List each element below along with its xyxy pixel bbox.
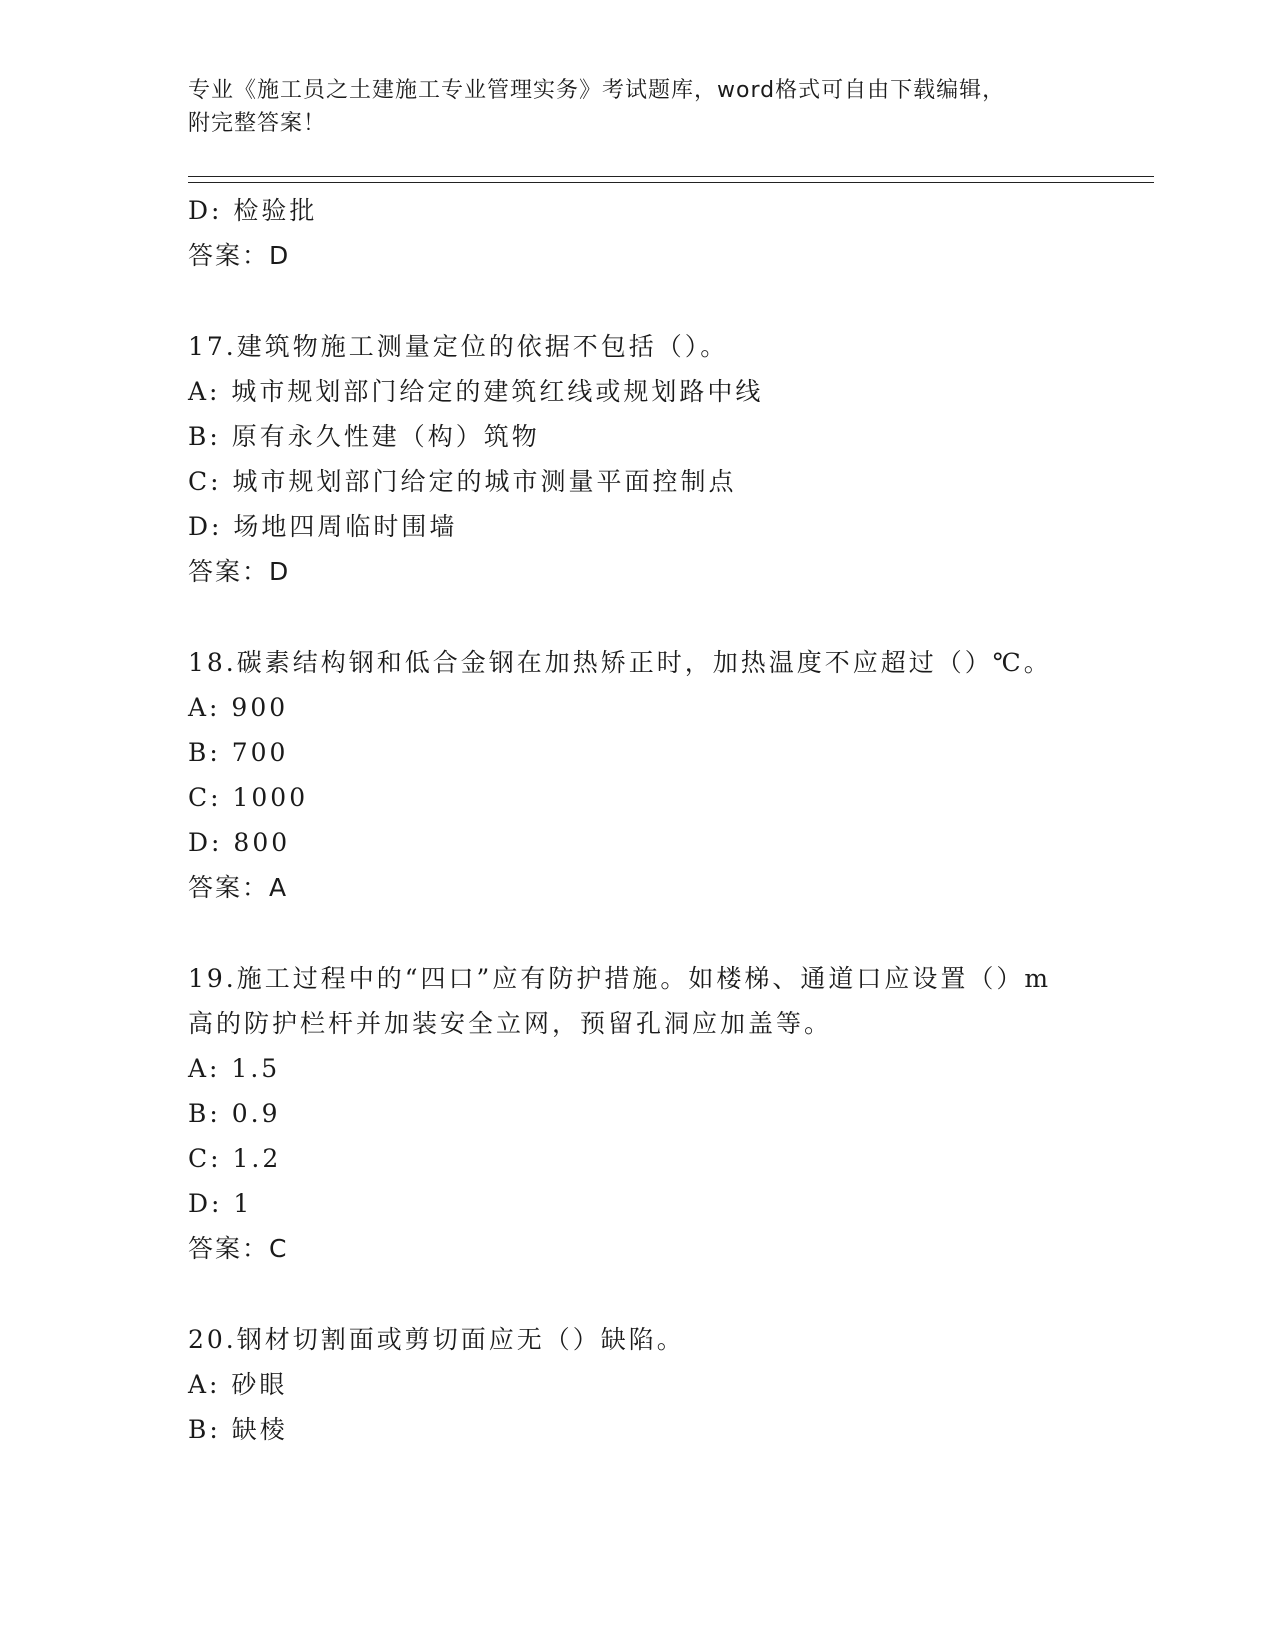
option-b: B: 缺棱 xyxy=(188,1415,288,1444)
option-c: C: 城市规划部门给定的城市测量平面控制点 xyxy=(188,467,737,496)
spacer xyxy=(188,279,1148,324)
question-list xyxy=(188,188,1148,1452)
question-text: 18.碳素结构钢和低合金钢在加热矫正时，加热温度不应超过（）℃。 xyxy=(188,648,1052,677)
option-c: C: 1.2 xyxy=(188,1144,282,1173)
question-17 xyxy=(188,324,1148,595)
document-header xyxy=(188,74,1088,140)
question-16-tail xyxy=(188,188,1148,279)
answer-line: 答案：C xyxy=(188,1234,289,1263)
option-a: A: 城市规划部门给定的建筑红线或规划路中线 xyxy=(188,377,764,406)
option-d: D: 场地四周临时围墙 xyxy=(188,512,458,541)
question-text: 19.施工过程中的“四口”应有防护措施。如楼梯、通道口应设置（）m高的防护栏杆并加装安全立网，预留孔洞应加盖等。 xyxy=(188,964,1052,1038)
question-text: 20.钢材切割面或剪切面应无（）缺陷。 xyxy=(188,1325,685,1354)
answer-line: 答案：D xyxy=(188,241,291,270)
header-line-2: 附完整答案！ xyxy=(188,111,327,136)
question-20 xyxy=(188,1317,1148,1452)
option-c: C: 1000 xyxy=(188,783,309,812)
spacer xyxy=(188,911,1148,956)
option-b: B: 0.9 xyxy=(188,1099,281,1128)
answer-line: 答案：A xyxy=(188,873,289,902)
option-d: D: 800 xyxy=(188,828,291,857)
header-divider-bottom xyxy=(188,182,1154,183)
option-b: B: 原有永久性建（构）筑物 xyxy=(188,422,540,451)
question-18 xyxy=(188,640,1148,911)
option-d: D: 检验批 xyxy=(188,196,318,225)
header-line-1: 专业《施工员之土建施工专业管理实务》考试题库，word格式可自由下载编辑， xyxy=(188,78,1006,103)
option-a: A: 砂眼 xyxy=(188,1370,288,1399)
question-19 xyxy=(188,956,1148,1272)
spacer xyxy=(188,595,1148,640)
option-b: B: 700 xyxy=(188,738,289,767)
option-a: A: 1.5 xyxy=(188,1054,281,1083)
spacer xyxy=(188,1272,1148,1317)
question-text: 17.建筑物施工测量定位的依据不包括（）。 xyxy=(188,332,729,361)
option-d: D: 1 xyxy=(188,1189,253,1218)
option-a: A: 900 xyxy=(188,693,289,722)
answer-line: 答案：D xyxy=(188,557,291,586)
header-divider-top xyxy=(188,176,1154,177)
